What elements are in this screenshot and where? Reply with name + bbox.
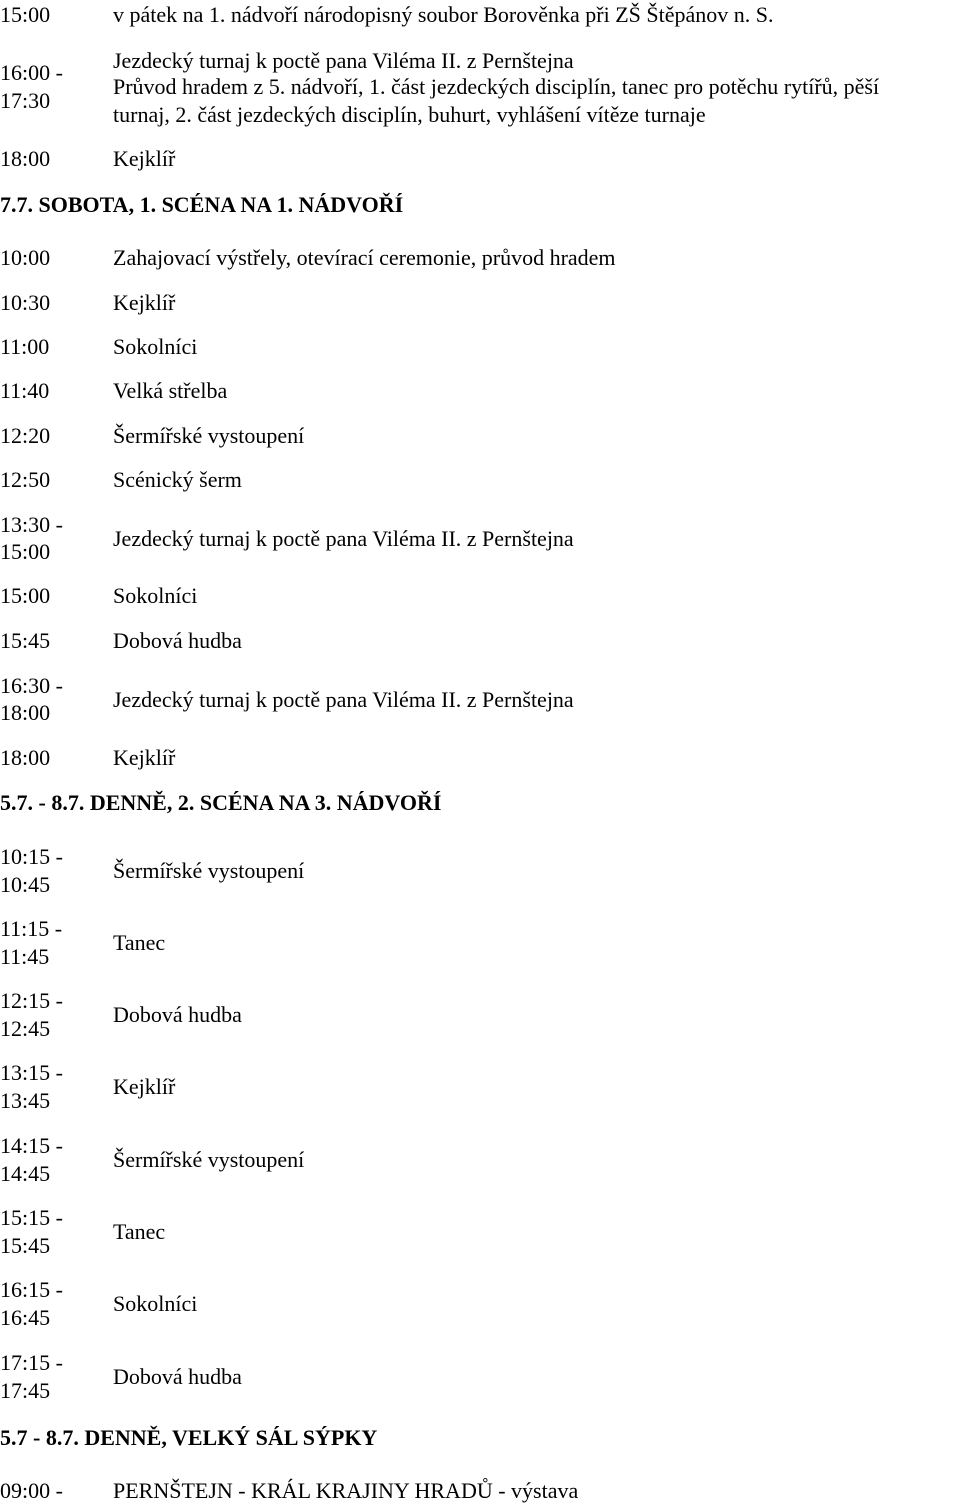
event-description: Dobová hudba	[113, 1002, 242, 1027]
time-range-end: 17:30	[0, 88, 51, 113]
event-description: Sokolníci	[113, 1291, 198, 1316]
time-label: 12:20	[0, 423, 51, 448]
time-range-start: 13:15 -	[0, 1060, 63, 1085]
event-description: v pátek na 1. nádvoří národopisný soubor Borověnka při ZŠ Štěpánov n. S.	[113, 2, 774, 27]
section-heading: 5.7 - 8.7. DENNĚ, VELKÝ SÁL SÝPKY	[0, 1425, 378, 1450]
event-description: Jezdecký turnaj k poctě pana Viléma II. z Pernštejna	[113, 687, 574, 712]
time-range-end: 10:45	[0, 872, 51, 897]
event-description: Tanec	[113, 1219, 166, 1244]
event-description: Průvod hradem z 5. nádvoří, 1. část jezdeckých disciplín, tanec pro potěchu rytířů, pěší	[113, 74, 880, 99]
event-description: Dobová hudba	[113, 628, 242, 653]
time-range-start: 13:30 -	[0, 512, 63, 537]
time-range-start: 15:15 -	[0, 1205, 63, 1230]
time-label: 11:40	[0, 378, 50, 403]
section-heading: 5.7. - 8.7. DENNĚ, 2. SCÉNA NA 3. NÁDVOŘÍ	[0, 790, 442, 815]
time-label: 11:00	[0, 334, 50, 359]
time-range-start: 10:15 -	[0, 844, 63, 869]
event-description: Kejklíř	[113, 745, 176, 770]
time-label: 10:00	[0, 245, 51, 270]
event-description: Sokolníci	[113, 583, 198, 608]
time-range-end: 15:00	[0, 539, 51, 564]
time-label: 12:50	[0, 467, 51, 492]
time-range-end: 14:45	[0, 1161, 51, 1186]
time-range-start: 11:15 -	[0, 916, 63, 941]
time-range-end: 18:00	[0, 700, 51, 725]
time-range-end: 12:45	[0, 1016, 51, 1041]
event-description: Kejklíř	[113, 146, 176, 171]
time-range-start: 16:30 -	[0, 673, 63, 698]
time-label: 15:00	[0, 583, 51, 608]
event-description: Velká střelba	[113, 378, 228, 403]
event-description: Dobová hudba	[113, 1364, 242, 1389]
time-range-end: 11:45	[0, 944, 50, 969]
event-description: Jezdecký turnaj k poctě pana Viléma II. z Pernštejna	[113, 526, 574, 551]
event-description: Kejklíř	[113, 1074, 176, 1099]
time-range-start: 17:15 -	[0, 1350, 63, 1375]
time-label: 15:00	[0, 2, 51, 27]
time-label: 15:45	[0, 628, 51, 653]
event-description: Tanec	[113, 930, 166, 955]
event-description: Sokolníci	[113, 334, 198, 359]
time-label: 09:00 -	[0, 1478, 63, 1503]
event-description: turnaj, 2. část jezdeckých disciplín, buhurt, vyhlášení vítěze turnaje	[113, 102, 706, 127]
time-range-start: 16:00 -	[0, 60, 63, 85]
event-description: Scénický šerm	[113, 467, 242, 492]
time-range-end: 15:45	[0, 1233, 51, 1258]
time-range-start: 14:15 -	[0, 1133, 63, 1158]
event-description: Jezdecký turnaj k poctě pana Viléma II. z Pernštejna	[113, 48, 574, 73]
time-range-end: 13:45	[0, 1088, 51, 1113]
time-range-end: 16:45	[0, 1305, 51, 1330]
event-description: Zahajovací výstřely, otevírací ceremonie, průvod hradem	[113, 245, 616, 270]
time-label: 10:30	[0, 290, 51, 315]
time-range-start: 16:15 -	[0, 1277, 63, 1302]
event-description: PERNŠTEJN - KRÁL KRAJINY HRADŮ - výstava	[113, 1478, 579, 1503]
event-description: Kejklíř	[113, 290, 176, 315]
event-description: Šermířské vystoupení	[113, 423, 305, 448]
time-range-end: 17:45	[0, 1378, 51, 1403]
event-description: Šermířské vystoupení	[113, 1147, 305, 1172]
time-range-start: 12:15 -	[0, 988, 63, 1013]
time-label: 18:00	[0, 146, 51, 171]
section-heading: 7.7. SOBOTA, 1. SCÉNA NA 1. NÁDVOŘÍ	[0, 192, 404, 217]
time-label: 18:00	[0, 745, 51, 770]
event-description: Šermířské vystoupení	[113, 858, 305, 883]
